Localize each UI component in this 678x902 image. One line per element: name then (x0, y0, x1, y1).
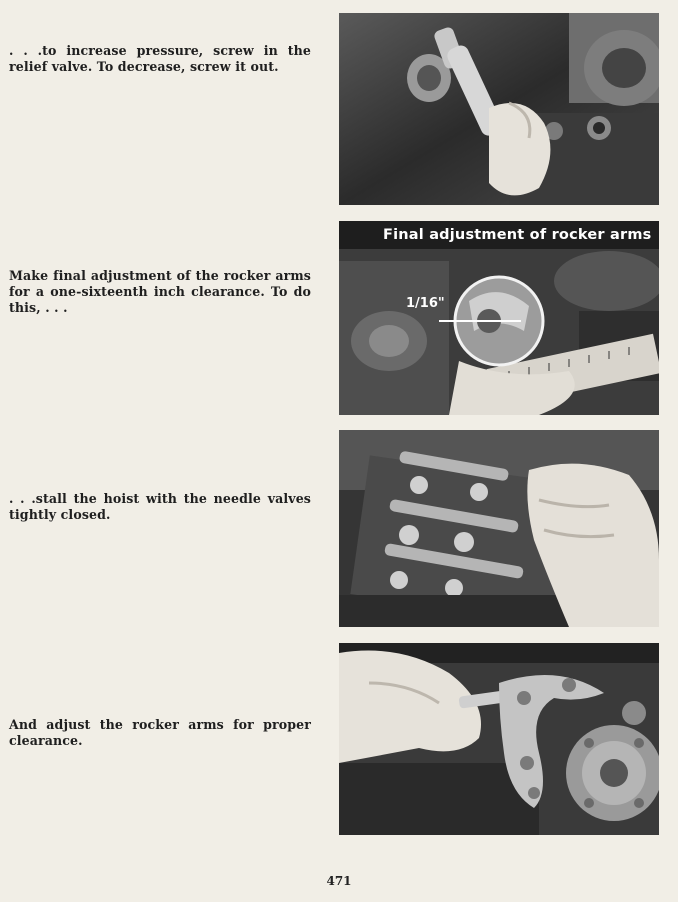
caption-stall-hoist: . . .stall the hoist with the needle valves tightly closed. (9, 491, 311, 522)
page-number: 471 (326, 874, 352, 888)
caption-adjust-rocker-arms: And adjust the rocker arms for proper clearance. (9, 717, 311, 748)
photo-label-clearance: 1/16" (406, 296, 445, 311)
photo-adjust-rocker-arms (339, 643, 659, 835)
photo-relief-valve (339, 13, 659, 205)
photo-title-final-adjustment: Final adjustment of rocker arms (383, 227, 652, 243)
photo-stall-hoist (339, 430, 659, 627)
caption-relief-valve: . . .to increase pressure, screw in the relief valve. To decrease, screw it out. (9, 43, 311, 74)
photo-final-adjustment (339, 221, 659, 415)
caption-final-adjustment: Make final adjustment of the rocker arms for a one-sixteenth inch clearance. To do this, . . . (9, 268, 311, 315)
